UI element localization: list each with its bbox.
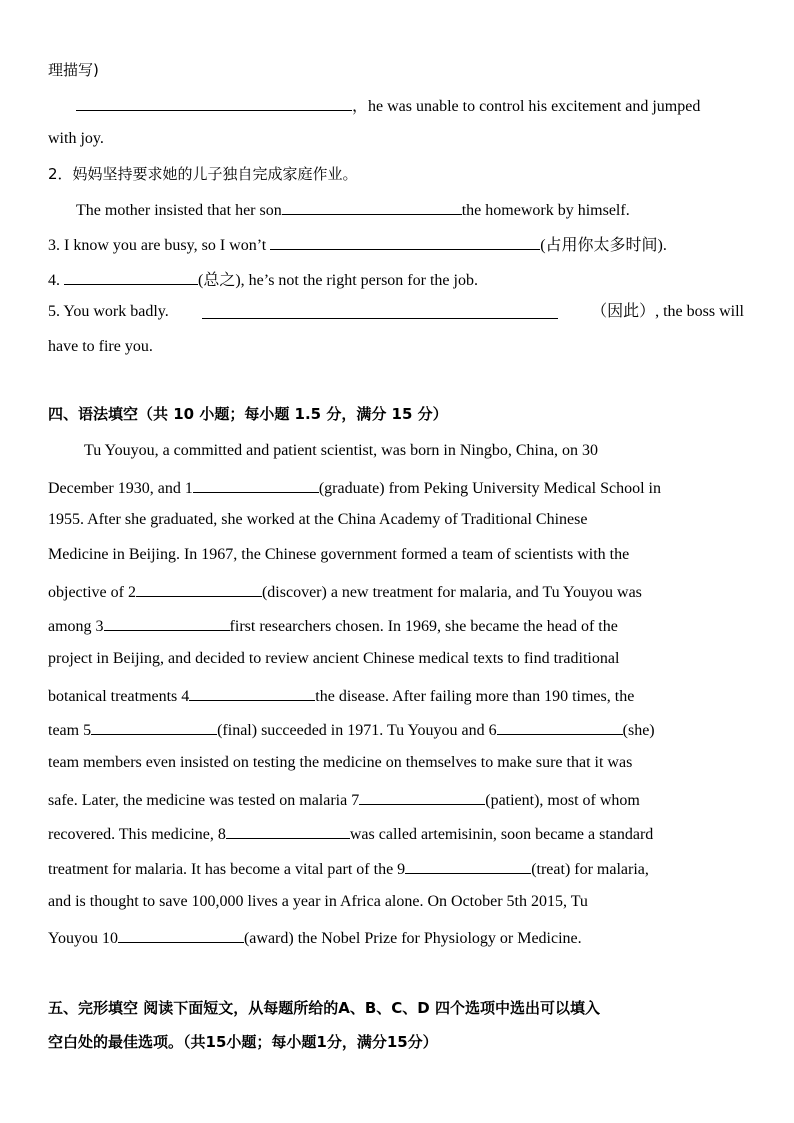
question-2-line [76, 198, 630, 221]
q3-pre: 3. I know you are busy, so I won’t [48, 237, 267, 254]
passage-line-14: and is thought to save 100,000 lives a year in Africa alone. On October 5th 2015, Tu [48, 893, 588, 910]
passage-line-15 [48, 926, 582, 949]
l6-post: first researchers chosen. In 1969, she became the head of the [229, 618, 618, 635]
blank-7[interactable] [359, 788, 485, 805]
blank-q5[interactable] [202, 302, 558, 319]
passage-line-11 [48, 788, 640, 811]
passage-line-10: team members even insisted on testing the medicine on themselves to make sure that it was [48, 754, 633, 771]
passage-line-1: Tu Youyou, a committed and patient scientist, was born in Ningbo, China, on 30 [84, 442, 599, 459]
passage-line-4: Medicine in Beijing. In 1967, the Chinese government formed a team of scientists with the [48, 546, 630, 563]
blank-1[interactable] [193, 476, 319, 493]
l13-pre: treatment for malaria. It has become a vital part of the 9 [48, 861, 406, 878]
q1-text: ，he was unable to control his excitement and jumped [352, 98, 701, 115]
l5-post: (discover) a new treatment for malaria, and Tu Youyou was [261, 584, 642, 601]
l6-pre: among 3 [48, 618, 104, 635]
l11-pre: safe. Later, the medicine was tested on malaria 7 [48, 792, 360, 809]
passage-line-8 [48, 684, 634, 707]
q2-pre: The mother insisted that her son [76, 202, 282, 219]
blank-q2[interactable] [282, 198, 462, 215]
l9-pre: team 5 [48, 722, 92, 739]
passage-line-12 [48, 822, 653, 845]
blank-6[interactable] [497, 718, 623, 735]
passage-line-2 [48, 476, 744, 499]
q5-post: （因此）, the boss will [591, 303, 744, 320]
l9-post: (she) [622, 722, 655, 739]
passage-line-13 [48, 857, 649, 880]
q3-post: (占用你太多时间). [540, 237, 667, 254]
question-2-chinese: 2．妈妈坚持要求她的儿子独自完成家庭作业。 [48, 165, 358, 183]
l11-post: (patient), most of whom [485, 792, 640, 809]
q4-pre: 4. [48, 272, 60, 289]
blank-9[interactable] [405, 857, 531, 874]
l8-pre: botanical treatments 4 [48, 688, 190, 705]
q4-post: (总之), he’s not the right person for the job. [198, 272, 478, 289]
blank-3[interactable] [104, 614, 230, 631]
l15-pre: Youyou 10 [48, 930, 118, 947]
l5-pre: objective of 2 [48, 584, 136, 601]
l8-post: the disease. After failing more than 190 times, the [315, 688, 635, 705]
l12-post: was called artemisinin, soon became a standard [349, 826, 654, 843]
blank-4[interactable] [189, 684, 315, 701]
l13-post: (treat) for malaria, [531, 861, 649, 878]
passage-line-9 [48, 718, 655, 741]
passage-line-5 [48, 580, 642, 603]
blank-8[interactable] [226, 822, 350, 839]
question-4-line [48, 268, 478, 291]
blank-q1[interactable] [76, 94, 352, 111]
section-5-heading-line-2: 空白处的最佳选项。（共15小题；每小题1分，满分15分） [48, 1033, 438, 1051]
blank-q3[interactable] [270, 233, 540, 250]
question-5-continuation: have to fire you. [48, 338, 153, 355]
question-5-line [48, 302, 744, 322]
blank-q4[interactable] [64, 268, 198, 285]
section-4-heading: 四、语法填空（共 10 小题；每小题 1.5 分，满分 15 分） [48, 405, 448, 423]
blank-10[interactable] [118, 926, 244, 943]
l9-mid: (final) succeeded in 1971. Tu Youyou and 6 [217, 722, 497, 739]
continued-line: 理描写) [48, 61, 99, 79]
l2-pre: December 1930, and 1 [48, 480, 193, 497]
l15-post: (award) the Nobel Prize for Physiology or Medicine. [243, 930, 582, 947]
l2-post: (graduate) from Peking University Medical School in [318, 480, 661, 497]
blank-2[interactable] [136, 580, 262, 597]
question-3-line [48, 233, 667, 256]
q2-post: the homework by himself. [461, 202, 630, 219]
q5-pre: 5. You work badly. [48, 303, 169, 320]
l12-pre: recovered. This medicine, 8 [48, 826, 226, 843]
blank-5[interactable] [91, 718, 217, 735]
question-1-continuation: with joy. [48, 130, 104, 147]
passage-line-3: 1955. After she graduated, she worked at the China Academy of Traditional Chinese [48, 511, 588, 528]
passage-line-6 [48, 614, 618, 637]
passage-line-7: project in Beijing, and decided to review ancient Chinese medical texts to find traditional [48, 650, 620, 667]
question-1-line [76, 94, 700, 117]
section-5-heading-line-1: 五、完形填空 阅读下面短文，从每题所给的A、B、C、D 四个选项中选出可以填入 [48, 999, 600, 1017]
